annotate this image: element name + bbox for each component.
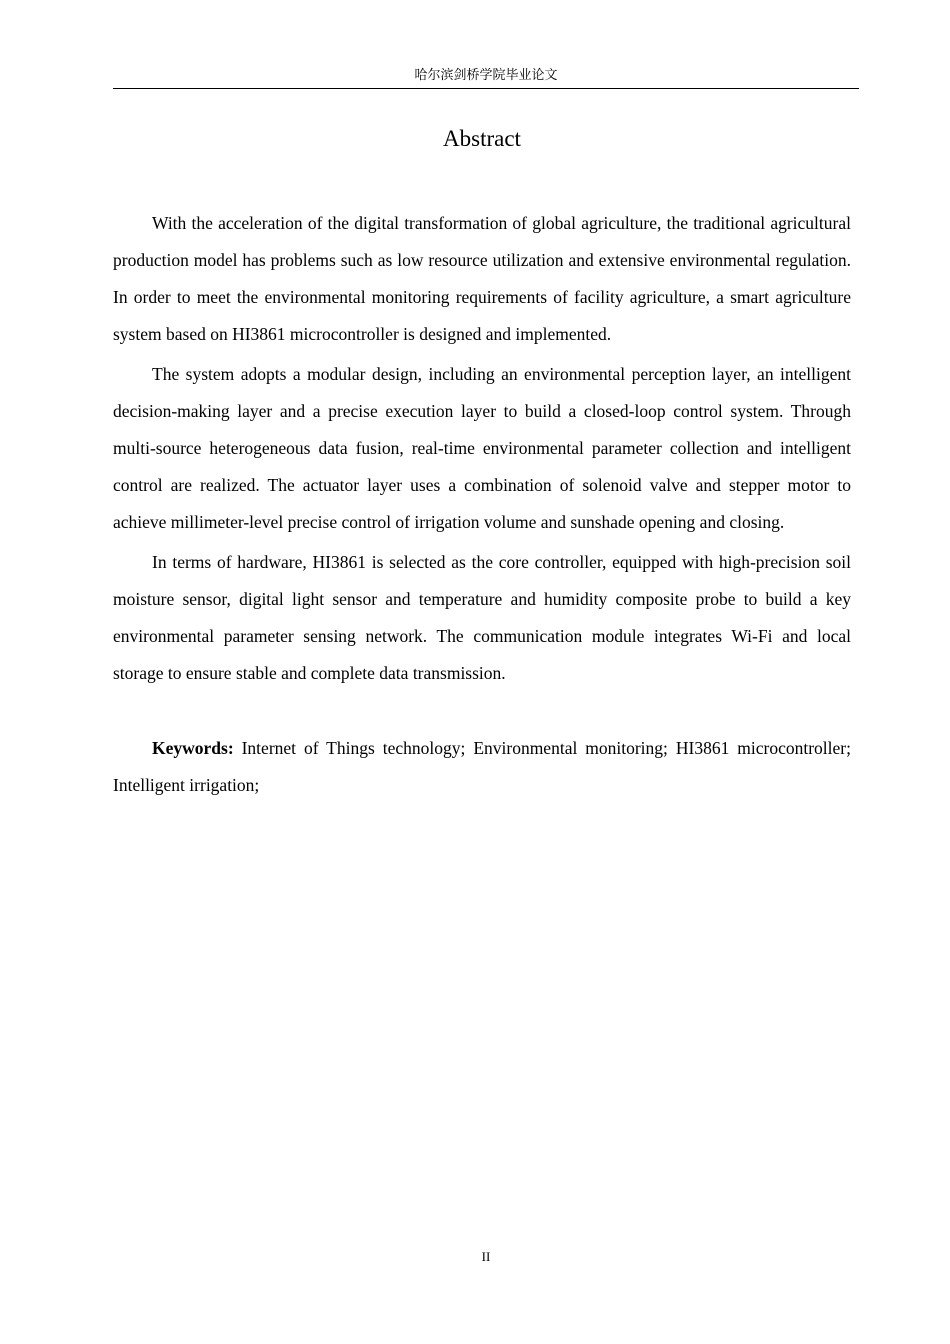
page-header [113, 66, 859, 89]
keywords-line [113, 730, 851, 804]
page-number: II [481, 1249, 491, 1264]
header-text: 哈尔滨剑桥学院毕业论文 [414, 68, 558, 83]
keywords-text: Internet of Things technology; Environmental monitoring; HI3861 microcontroller; Intelligent irrigation; [113, 738, 851, 795]
abstract-body [113, 205, 851, 804]
abstract-paragraph-3: In terms of hardware, HI3861 is selected as the core controller, equipped with high-precision soil moisture sensor, digital light sensor and temperature and humidity composite probe to build a key environmental parameter sensing network. The communication module integrates Wi-Fi and local storage to ensure stable and complete data transmission. [113, 552, 851, 683]
keywords-label: Keywords: [152, 738, 234, 758]
abstract-title: Abstract [443, 126, 521, 151]
abstract-paragraph-2: The system adopts a modular design, including an environmental perception layer, an intelligent decision-making layer and a precise execution layer to build a closed-loop control system. Through multi-source heterogeneous data fusion, real-time environmental parameter collection and intelligent control are realized. The actuator layer uses a combination of solenoid valve and stepper motor to achieve millimeter-level precise control of irrigation volume and sunshade opening and closing. [113, 364, 851, 532]
abstract-paragraph-1: With the acceleration of the digital transformation of global agriculture, the traditional agricultural production model has problems such as low resource utilization and extensive environmental regulation. In order to meet the environmental monitoring requirements of facility agriculture, a smart agriculture system based on HI3861 microcontroller is designed and implemented. [113, 213, 851, 344]
